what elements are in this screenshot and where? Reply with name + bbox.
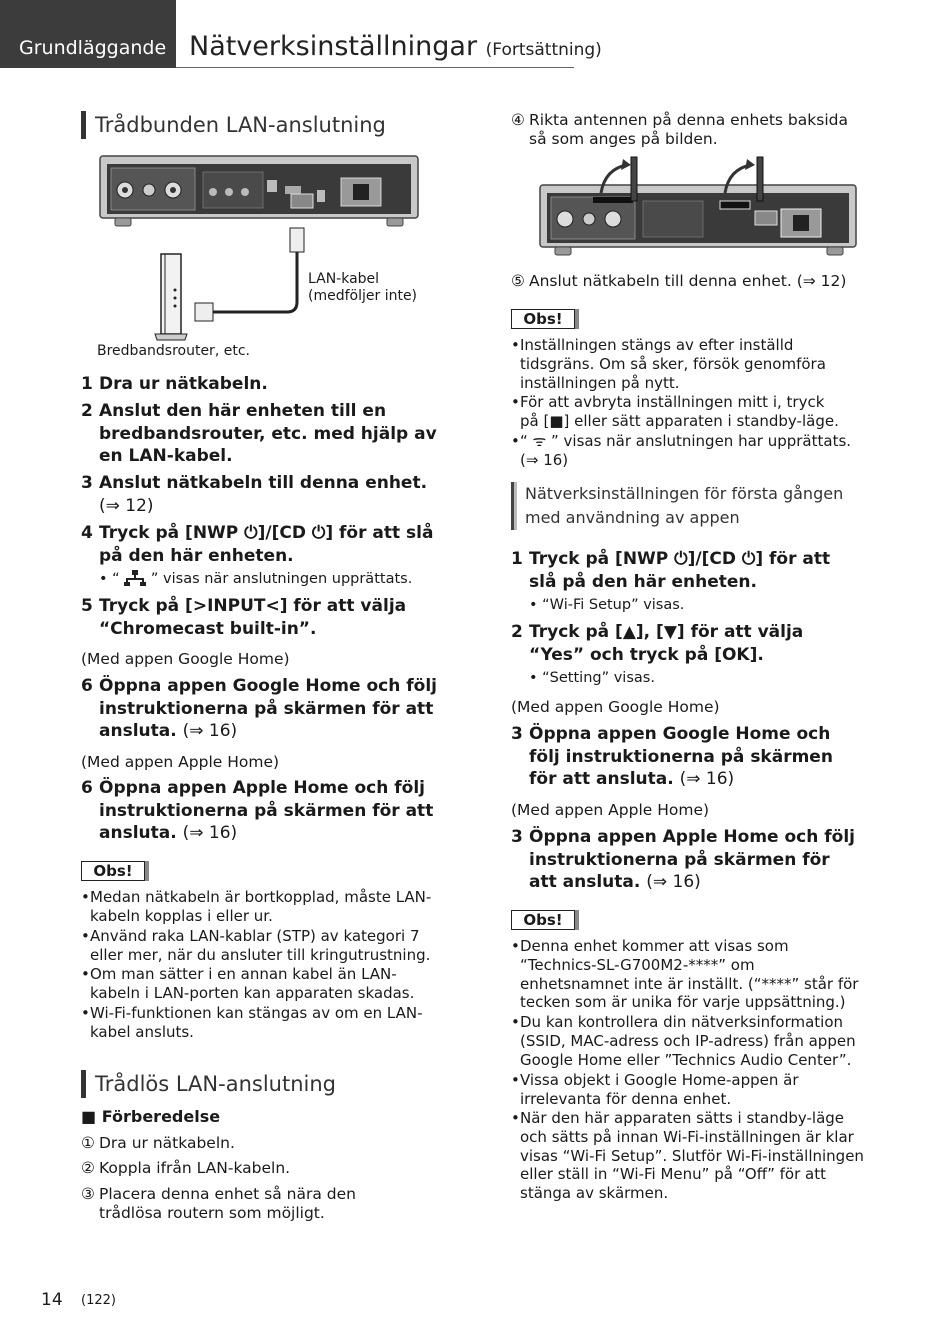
- first-step-2-note: • “Setting” visas.: [529, 670, 655, 686]
- first-step-3-google-text: Öppna appen Google Home och följ instruktionerna på skärmen för att ansluta.: [529, 724, 833, 789]
- first-step-2: 2 Tryck på [▲], [▼] för att välja “Yes” och tryck på [OK].: [511, 621, 861, 666]
- wired-apple-context: (Med appen Apple Home): [81, 753, 280, 771]
- section-tab: Grundläggande: [0, 0, 176, 68]
- wired-step-6-apple-ref: (⇒ 16): [182, 823, 238, 843]
- wired-step-6-apple-text: Öppna appen Apple Home och följ instruktionerna på skärmen för att ansluta.: [99, 778, 434, 843]
- wireless-note-1-text: Inställningen stängs av efter inställd tidsgräns. Om så sker, försök genomföra inställningen på nytt.: [520, 336, 826, 392]
- wired-note-prefix: • “: [99, 571, 120, 587]
- wired-step-6-google-text: Öppna appen Google Home och följ instruktionerna på skärmen för att ansluta.: [99, 676, 437, 741]
- page-subtitle: (Fortsättning): [485, 40, 602, 60]
- page-title: [189, 31, 602, 62]
- item-number: ②: [81, 1159, 95, 1177]
- first-note-4: • När den här apparaten sätts i standby-läge och sätts på innan Wi-Fi-inställningen är klar visas “Wi-Fi Setup”. Slutför Wi-Fi-inställningen eller ställ in “Wi-Fi Menu” på “Off” för att stänga av skärmen.: [511, 1109, 866, 1203]
- first-google-context: (Med appen Google Home): [511, 698, 720, 716]
- first-step-1: 1 Tryck på [NWP ⏻]/[CD ⏻] för att slå på den här enheten.: [511, 548, 861, 593]
- preparation-heading: [81, 1107, 220, 1126]
- first-obs-label: Obs!: [511, 910, 575, 930]
- wired-step-5: 5 Tryck på [>INPUT<] för att välja “Chromecast built-in”.: [81, 595, 441, 640]
- wired-note-1: • Medan nätkabeln är bortkopplad, måste LAN-kabeln kopplas i eller ur.: [81, 888, 441, 926]
- wireless-item-4-text: Rikta antennen på denna enhets baksida så som anges på bilden.: [529, 111, 848, 148]
- wired-note-2: • Använd raka LAN-kablar (STP) av kategori 7 eller mer, när du ansluter till kringutrustning.: [81, 927, 441, 965]
- square-bullet-icon: ■: [81, 1107, 97, 1126]
- cable-label: [308, 271, 417, 305]
- wireless-note-2: • För att avbryta inställningen mitt i, tryck på [■] eller sätt apparaten i standby-läge.: [511, 393, 841, 431]
- wireless-item-5: [511, 272, 871, 291]
- wired-note-4: • Wi-Fi-funktionen kan stängas av om en LAN-kabel ansluts.: [81, 1004, 441, 1042]
- wireless-note-1: • Inställningen stängs av efter inställd tidsgräns. Om så sker, försök genomföra inställningen på nytt.: [511, 336, 866, 392]
- page-title-text: Nätverksinställningar: [189, 31, 478, 62]
- first-note-3-text: Vissa objekt i Google Home-appen är irrelevanta för denna enhet.: [520, 1071, 799, 1108]
- item-number: ④: [511, 111, 525, 129]
- router-label: Bredbandsrouter, etc.: [97, 343, 250, 359]
- wireless-item-1: [81, 1134, 441, 1153]
- first-step-1-text: Tryck på [NWP ⏻]/[CD ⏻] för att slå på den här enheten.: [529, 549, 831, 592]
- first-step-3-apple-text: Öppna appen Apple Home och följ instruktionerna på skärmen för att ansluta.: [529, 827, 855, 892]
- wired-note-4-text: Wi-Fi-funktionen kan stängas av om en LAN-kabel ansluts.: [90, 1004, 423, 1041]
- page-reference: (122): [81, 1293, 116, 1308]
- first-step-3-google-ref: (⇒ 16): [679, 769, 735, 789]
- wired-lan-diagram: [95, 150, 425, 350]
- wired-step-2: 2 Anslut den här enheten till en bredbandsrouter, etc. med hjälp av en LAN-kabel.: [81, 400, 441, 468]
- first-apple-context: (Med appen Apple Home): [511, 801, 710, 819]
- item-number: ③: [81, 1185, 95, 1203]
- cable-label-line1: LAN-kabel: [308, 271, 380, 287]
- wireless-note-2-text: För att avbryta inställningen mitt i, tryck på [■] eller sätt apparaten i standby-läge.: [520, 393, 839, 430]
- wired-heading: Trådbunden LAN-anslutning: [81, 111, 386, 139]
- wired-step-3-ref: (⇒ 12): [99, 495, 154, 516]
- wireless-item-3-text: Placera denna enhet så nära den trådlösa routern som möjligt.: [99, 1185, 356, 1222]
- first-note-2-text: Du kan kontrollera din nätverksinformation (SSID, MAC-adress och IP-adress) från appen Google Home eller ”Technics Audio Center”.: [520, 1013, 856, 1069]
- wired-step-6-apple: 6 Öppna appen Apple Home och följ instruktionerna på skärmen för att ansluta. (⇒ 16): [81, 778, 434, 843]
- wired-step-4-note: [99, 570, 412, 589]
- wireless-item-2: [81, 1159, 441, 1178]
- wired-obs-label: Obs!: [81, 861, 145, 881]
- lan-connected-icon: [124, 570, 146, 586]
- wireless-item-5-text: Anslut nätkabeln till denna enhet. (⇒ 12): [529, 272, 847, 290]
- first-note-4-text: När den här apparaten sätts i standby-läge och sätts på innan Wi-Fi-inställningen är klar visas “Wi-Fi Setup”. Slutför Wi-Fi-inställningen eller ställ in “Wi-Fi Menu” på “Off” för att stänga av skärmen.: [520, 1109, 864, 1203]
- wired-step-4-text: Tryck på [NWP ⏻]/[CD ⏻] för att slå på den här enheten.: [99, 523, 434, 566]
- wired-step-1-text: Dra ur nätkabeln.: [99, 374, 268, 394]
- wireless-note-3: • “ ᯤ ” visas när anslutningen har upprättats. (⇒ 16): [511, 432, 871, 470]
- wireless-item-4: [511, 111, 861, 149]
- wired-step-6-google: 6 Öppna appen Google Home och följ instruktionerna på skärmen för att ansluta. (⇒ 16): [81, 676, 437, 741]
- wired-step-3-text: Anslut nätkabeln till denna enhet.: [99, 473, 428, 493]
- first-step-1-note: • “Wi-Fi Setup” visas.: [529, 597, 685, 613]
- wired-step-3: 3 Anslut nätkabeln till denna enhet. (⇒ 12): [81, 473, 428, 516]
- wired-note-suffix: ” visas när anslutningen upprättats.: [150, 571, 413, 587]
- wireless-item-1-text: Dra ur nätkabeln.: [99, 1134, 235, 1152]
- wired-note-1-text: Medan nätkabeln är bortkopplad, måste LAN-kabeln kopplas i eller ur.: [90, 888, 432, 925]
- wired-google-context: (Med appen Google Home): [81, 650, 290, 668]
- wired-note-3: • Om man sätter i en annan kabel än LAN-kabeln i LAN-porten kan apparaten skadas.: [81, 965, 441, 1003]
- wired-note-3-text: Om man sätter i en annan kabel än LAN-kabeln i LAN-porten kan apparaten skadas.: [90, 965, 415, 1002]
- wireless-heading: Trådlös LAN-anslutning: [81, 1070, 336, 1098]
- wired-step-2-text: Anslut den här enheten till en bredbandsrouter, etc. med hjälp av en LAN-kabel.: [99, 401, 437, 466]
- first-time-heading: Nätverksinställningen för första gången med användning av appen: [511, 482, 865, 530]
- wired-step-4: 4 Tryck på [NWP ⏻]/[CD ⏻] för att slå på den här enheten.: [81, 522, 441, 567]
- wireless-item-3: [81, 1185, 411, 1223]
- first-step-2-text: Tryck på [▲], [▼] för att välja “Yes” och tryck på [OK].: [529, 622, 804, 665]
- header-rule: [176, 67, 574, 68]
- item-number: ①: [81, 1134, 95, 1152]
- cable-label-line2: (medföljer inte): [308, 288, 418, 304]
- wired-note-2-text: Använd raka LAN-kablar (STP) av kategori 7 eller mer, när du ansluter till kringutrustning.: [90, 927, 431, 964]
- first-note-3: • Vissa objekt i Google Home-appen är irrelevanta för denna enhet.: [511, 1071, 831, 1109]
- wireless-obs-label: Obs!: [511, 309, 575, 329]
- wired-step-6-google-ref: (⇒ 16): [182, 721, 238, 741]
- item-number: ⑤: [511, 272, 525, 290]
- wireless-item-2-text: Koppla ifrån LAN-kabeln.: [99, 1159, 291, 1177]
- wired-step-1: 1 Dra ur nätkabeln.: [81, 373, 441, 396]
- first-note-2: • Du kan kontrollera din nätverksinformation (SSID, MAC-adress och IP-adress) från appen Google Home eller ”Technics Audio Center”.: [511, 1013, 856, 1069]
- page-number: 14: [41, 1290, 63, 1310]
- wireless-note-3-text: “ ᯤ ” visas när anslutningen har upprättats. (⇒ 16): [520, 432, 852, 469]
- first-step-3-google: 3 Öppna appen Google Home och följ instruktionerna på skärmen för att ansluta. (⇒ 16): [511, 724, 833, 789]
- first-step-3-apple-ref: (⇒ 16): [646, 872, 701, 892]
- first-note-1: • Denna enhet kommer att visas som “Technics-SL-G700M2-****” om enhetsnamnet inte är inställt. (“****” står för tecken som är unika för varje uppsättning.): [511, 937, 866, 1012]
- wired-step-5-text: Tryck på [>INPUT<] för att välja “Chromecast built-in”.: [99, 596, 407, 639]
- wireless-antenna-diagram: [535, 155, 860, 267]
- first-note-1-text: Denna enhet kommer att visas som “Technics-SL-G700M2-****” om enhetsnamnet inte är inställt. (“****” står för tecken som är unika för varje uppsättning.): [520, 937, 859, 1012]
- preparation-label: Förberedelse: [101, 1107, 221, 1126]
- first-step-3-apple: 3 Öppna appen Apple Home och följ instruktionerna på skärmen för att ansluta. (⇒ 16): [511, 827, 855, 892]
